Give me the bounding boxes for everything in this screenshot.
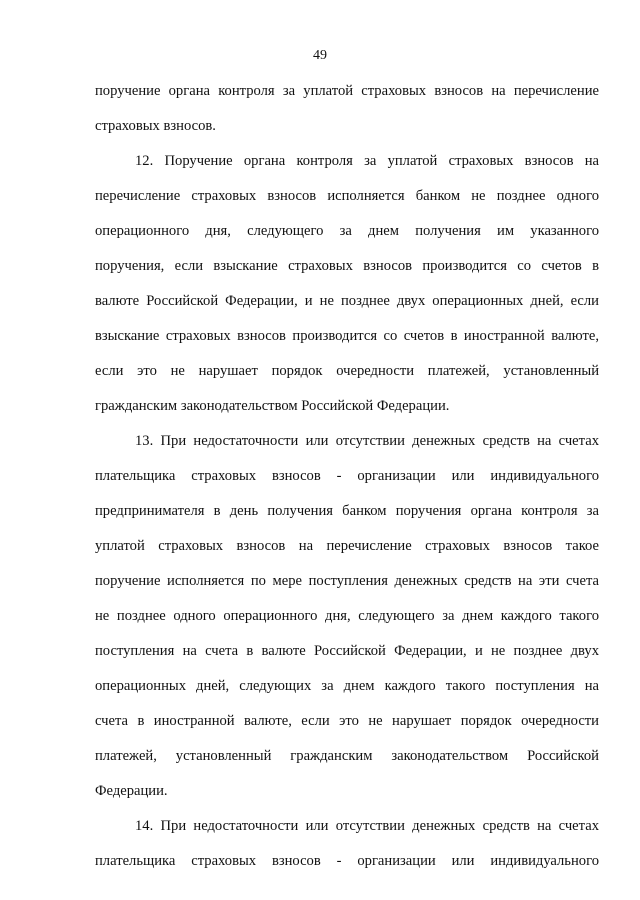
text-line: платежей, установленный гражданским законодательством Российской — [95, 748, 599, 764]
text-line: поручение органа контроля за уплатой страховых взносов на перечисление — [95, 83, 599, 99]
text-line: гражданским законодательством Российской Федерации. — [95, 398, 450, 414]
text-line: перечисление страховых взносов исполняется банком не позднее одного — [95, 188, 599, 204]
text-line: поручения, если взыскание страховых взносов производится со счетов в — [95, 258, 599, 274]
paragraph-12-start: 12. Поручение органа контроля за уплатой страховых взносов на — [135, 153, 599, 169]
text-line: счета в иностранной валюте, если это не нарушает порядок очередности — [95, 713, 599, 729]
text-line: валюте Российской Федерации, и не позднее двух операционных дней, если — [95, 293, 599, 309]
text-line: операционных дней, следующих за днем каждого такого поступления на — [95, 678, 599, 694]
text-line: Федерации. — [95, 783, 168, 799]
paragraph-13-start: 13. При недостаточности или отсутствии денежных средств на счетах — [135, 433, 599, 449]
text-line: поступления на счета в валюте Российской Федерации, и не позднее двух — [95, 643, 599, 659]
text-line: уплатой страховых взносов на перечисление страховых взносов такое — [95, 538, 599, 554]
page-number: 49 — [313, 48, 327, 63]
text-line: операционного дня, следующего за днем получения им указанного — [95, 223, 599, 239]
text-line: плательщика страховых взносов - организации или индивидуального — [95, 853, 599, 869]
paragraph-14-start: 14. При недостаточности или отсутствии денежных средств на счетах — [135, 818, 599, 834]
text-line: взыскание страховых взносов производится со счетов в иностранной валюте, — [95, 328, 599, 344]
text-line: предпринимателя в день получения банком поручения органа контроля за — [95, 503, 599, 519]
text-line: если это не нарушает порядок очередности платежей, установленный — [95, 363, 599, 379]
text-line: поручение исполняется по мере поступления денежных средств на эти счета — [95, 573, 599, 589]
text-line: страховых взносов. — [95, 118, 216, 134]
text-line: плательщика страховых взносов - организации или индивидуального — [95, 468, 599, 484]
text-line: не позднее одного операционного дня, следующего за днем каждого такого — [95, 608, 599, 624]
